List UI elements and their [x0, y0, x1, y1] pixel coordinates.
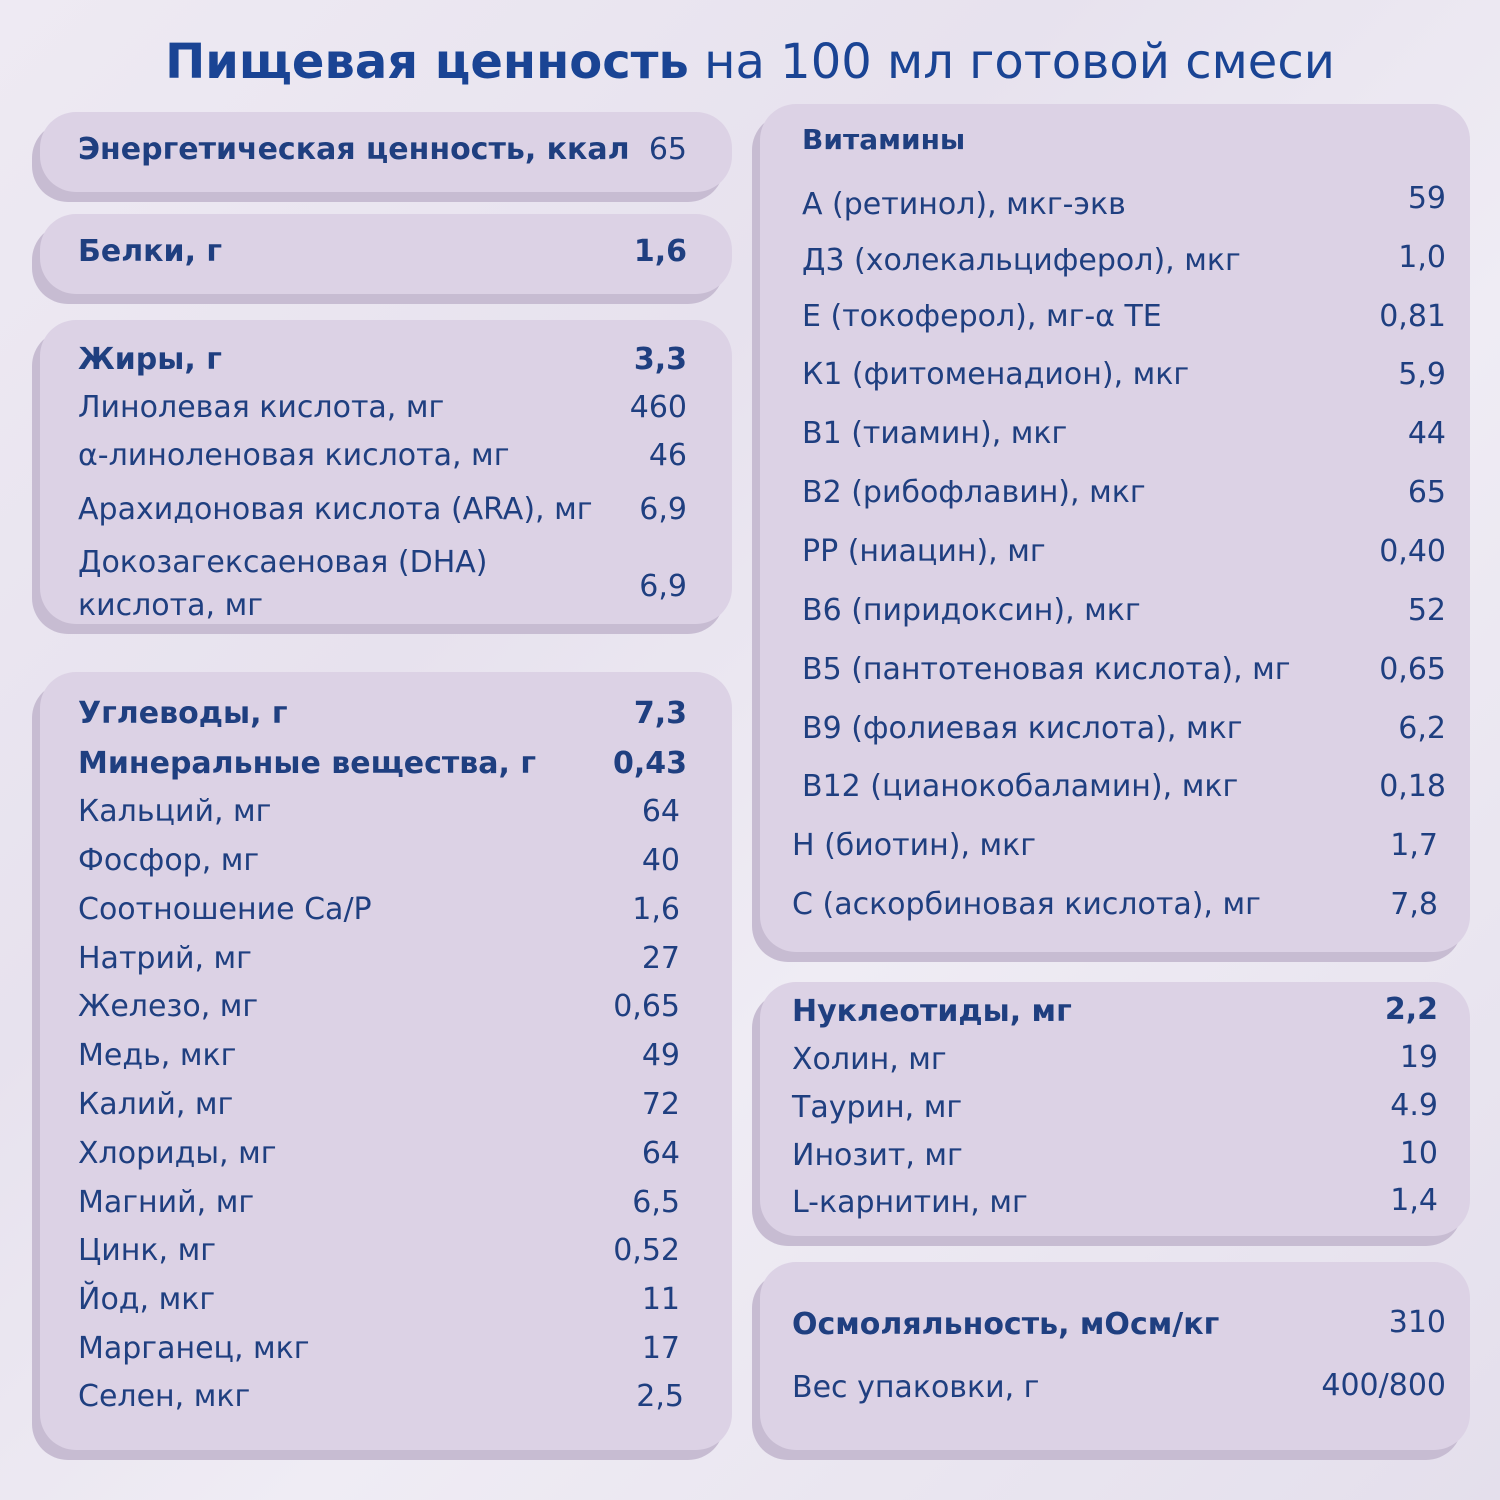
vitamin-value: 1,7	[1390, 828, 1438, 863]
energy-card	[40, 112, 732, 192]
mineral-value: 72	[641, 1087, 680, 1122]
vitamin-label: В9 (фолиевая кислота), мкг	[802, 711, 1243, 746]
fats-card	[40, 320, 732, 624]
osmolality-card	[760, 1262, 1470, 1450]
nucleotide-label: Инозит, мг	[792, 1138, 963, 1173]
nucleotide-value: 19	[1399, 1040, 1438, 1075]
vitamin-value: 1,0	[1398, 240, 1446, 275]
fats-item-value: 46	[648, 438, 687, 473]
fats-title: Жиры, г	[78, 342, 222, 377]
fats-item-label: α-линоленовая кислота, мг	[78, 438, 510, 473]
mineral-value: 17	[641, 1331, 680, 1366]
vitamin-label: А (ретинол), мкг-экв	[802, 187, 1126, 222]
nucleotide-label: L-карнитин, мг	[792, 1185, 1028, 1220]
mineral-value: 27	[641, 941, 680, 976]
vitamin-value: 5,9	[1398, 357, 1446, 392]
mineral-value: 64	[641, 794, 680, 829]
carbs-title-value: 7,3	[633, 696, 687, 731]
mineral-value: 1,6	[632, 892, 680, 927]
vitamin-value: 7,8	[1390, 887, 1438, 922]
vitamin-label: С (аскорбиновая кислота), мг	[792, 887, 1261, 922]
protein-card	[40, 214, 732, 294]
fats-item-label-line1: Докозагексаеновая (DHA)	[78, 545, 488, 580]
mineral-label: Фосфор, мг	[78, 843, 260, 878]
mineral-value: 11	[641, 1282, 680, 1317]
vitamin-value: 0,81	[1379, 299, 1446, 334]
osmolality-label: Осмоляльность, мОсм/кг	[792, 1307, 1220, 1342]
vitamins-title: Витамины	[802, 123, 966, 156]
nucleotide-value: 10	[1399, 1136, 1438, 1171]
title-bold: Пищевая ценность	[165, 34, 689, 90]
package-weight-label: Вес упаковки, г	[792, 1370, 1040, 1405]
minerals-title-value: 0,43	[612, 746, 687, 781]
mineral-label: Кальций, мг	[78, 794, 272, 829]
vitamin-value: 0,65	[1379, 652, 1446, 687]
mineral-label: Хлориды, мг	[78, 1136, 277, 1171]
fats-item-value: 6,9	[639, 492, 687, 527]
vitamin-label: В2 (рибофлавин), мкг	[802, 475, 1146, 510]
vitamin-value: 65	[1407, 475, 1446, 510]
mineral-label: Марганец, мкг	[78, 1331, 310, 1366]
vitamin-label: РР (ниацин), мг	[802, 534, 1046, 569]
vitamin-label: Е (токоферол), мг-α ТЕ	[802, 299, 1162, 334]
mineral-value: 0,52	[613, 1233, 680, 1268]
mineral-label: Соотношение Ca/P	[78, 892, 372, 927]
mineral-value: 40	[641, 843, 680, 878]
minerals-title: Минеральные вещества, г	[78, 746, 537, 781]
mineral-label: Железо, мг	[78, 989, 259, 1024]
vitamin-label: В6 (пиридоксин), мкг	[802, 593, 1141, 628]
vitamin-label: В5 (пантотеновая кислота), мг	[802, 652, 1291, 687]
fats-item-label: Линолевая кислота, мг	[78, 390, 445, 425]
fats-item-value: 460	[629, 390, 687, 425]
vitamin-value: 44	[1407, 416, 1446, 451]
mineral-value: 2,5	[636, 1379, 684, 1414]
vitamin-value: 52	[1407, 593, 1446, 628]
mineral-value: 0,65	[613, 989, 680, 1024]
mineral-label: Медь, мкг	[78, 1038, 237, 1073]
vitamin-label: В1 (тиамин), мкг	[802, 416, 1068, 451]
mineral-label: Магний, мг	[78, 1185, 255, 1220]
vitamin-label: Д3 (холекальциферол), мкг	[802, 243, 1241, 278]
nucleotide-label: Холин, мг	[792, 1042, 947, 1077]
energy-value: 65	[648, 132, 687, 167]
nucleotide-value: 1,4	[1390, 1183, 1438, 1218]
carbs-card	[40, 672, 732, 1450]
nucleotides-title-value: 2,2	[1384, 992, 1438, 1027]
vitamin-label: Н (биотин), мкг	[792, 828, 1037, 863]
mineral-value: 49	[641, 1038, 680, 1073]
mineral-label: Натрий, мг	[78, 941, 252, 976]
osmolality-value: 310	[1388, 1305, 1446, 1340]
protein-label: Белки, г	[78, 234, 223, 269]
fats-item-label-line2: кислота, мг	[78, 588, 263, 623]
vitamin-value: 6,2	[1398, 711, 1446, 746]
nucleotides-title: Нуклеотиды, мг	[792, 994, 1072, 1029]
fats-title-value: 3,3	[633, 342, 687, 377]
nucleotide-label: Таурин, мг	[792, 1090, 963, 1125]
mineral-value: 64	[641, 1136, 680, 1171]
vitamin-value: 0,18	[1379, 769, 1446, 804]
energy-label: Энергетическая ценность, ккал	[78, 132, 630, 167]
package-weight-value: 400/800	[1321, 1368, 1446, 1403]
vitamin-label: К1 (фитоменадион), мкг	[802, 357, 1190, 392]
vitamins-card	[760, 104, 1470, 952]
vitamin-value: 59	[1407, 181, 1446, 216]
fats-item-label: Арахидоновая кислота (ARA), мг	[78, 492, 593, 527]
nucleotides-card	[760, 982, 1470, 1236]
protein-value: 1,6	[633, 234, 687, 269]
mineral-label: Йод, мкг	[78, 1282, 216, 1317]
mineral-label: Калий, мг	[78, 1087, 234, 1122]
mineral-label: Селен, мкг	[78, 1379, 251, 1414]
fats-item-value: 6,9	[639, 569, 687, 604]
nucleotide-value: 4.9	[1390, 1088, 1438, 1123]
vitamin-value: 0,40	[1379, 534, 1446, 569]
page-title	[0, 22, 1500, 102]
vitamin-label: В12 (цианокобаламин), мкг	[802, 769, 1239, 804]
mineral-value: 6,5	[632, 1185, 680, 1220]
mineral-label: Цинк, мг	[78, 1233, 216, 1268]
carbs-title: Углеводы, г	[78, 696, 288, 731]
title-rest: на 100 мл готовой смеси	[688, 34, 1335, 90]
